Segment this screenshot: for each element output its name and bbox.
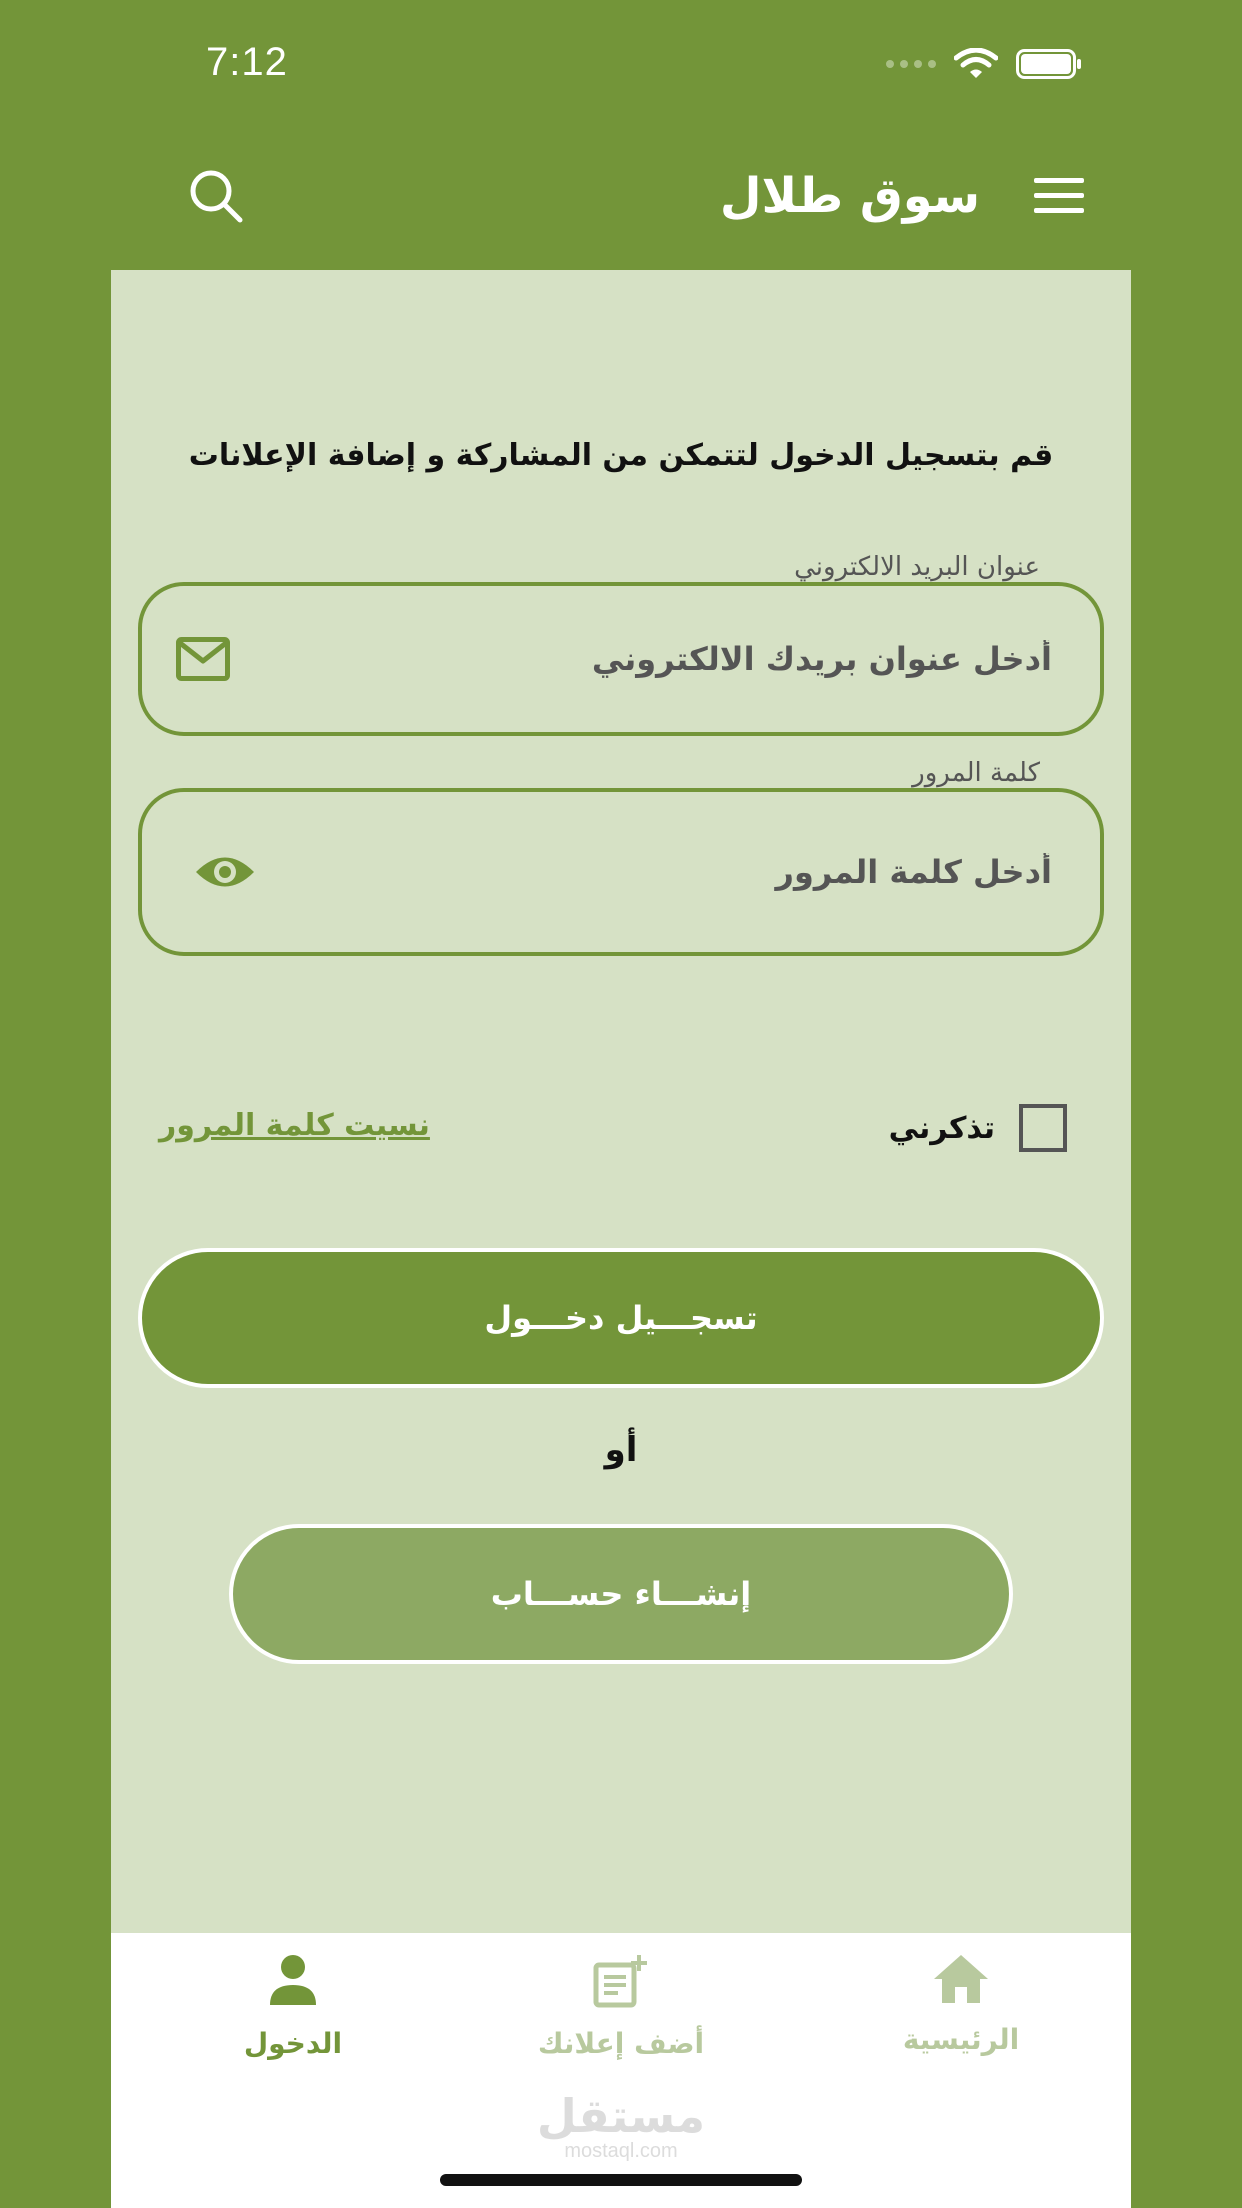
- status-indicators: [886, 48, 1082, 80]
- search-icon[interactable]: [188, 168, 244, 228]
- tab-login[interactable]: [163, 1953, 423, 2060]
- home-icon: [932, 1953, 990, 2005]
- mail-icon: [176, 637, 230, 681]
- tab-add-listing[interactable]: [491, 1953, 751, 2060]
- tab-add-label: أضف إعلانك: [537, 2027, 705, 2060]
- remember-label: تذكرني: [888, 1110, 995, 1146]
- battery-icon: [1016, 49, 1082, 79]
- watermark-url: mostaql.com: [564, 2140, 678, 2162]
- tab-home[interactable]: [831, 1953, 1091, 2056]
- signal-dots-icon: [886, 60, 936, 68]
- status-time: 7:12: [206, 40, 288, 84]
- forgot-password-link[interactable]: نسيت كلمة المرور: [159, 1108, 430, 1143]
- password-field: [138, 758, 1104, 956]
- bottom-tab-bar: [111, 1933, 1131, 2208]
- person-icon: [268, 1953, 318, 2007]
- watermark-logo: [491, 2089, 751, 2162]
- email-field: [138, 552, 1104, 736]
- wifi-icon: [954, 48, 998, 80]
- or-divider-label: أو: [604, 1430, 638, 1470]
- email-label: عنوان البريد الالكتروني: [780, 552, 1054, 582]
- menu-icon[interactable]: [1034, 176, 1084, 220]
- app-title: سوق طلال: [719, 168, 981, 224]
- remember-me[interactable]: [889, 1104, 1067, 1152]
- email-input[interactable]: [292, 586, 1052, 732]
- login-intro-text: قم بتسجيل الدخول لتتمكن من المشاركة و إضافة الإعلانات: [188, 438, 1054, 473]
- password-label: كلمة المرور: [898, 758, 1054, 788]
- watermark-text: مستقل: [536, 2089, 706, 2143]
- login-panel: [111, 270, 1131, 1933]
- remember-checkbox[interactable]: [1019, 1104, 1067, 1152]
- add-post-icon: [593, 1953, 649, 2009]
- password-input[interactable]: [292, 792, 1052, 952]
- tab-home-label: الرئيسية: [902, 2023, 1020, 2056]
- login-button[interactable]: تسجـــيل دخـــول: [138, 1248, 1104, 1388]
- create-account-button[interactable]: إنشـــاء حســـاب: [229, 1524, 1013, 1664]
- eye-icon[interactable]: [194, 851, 256, 893]
- home-indicator: [440, 2174, 802, 2186]
- tab-login-label: الدخول: [243, 2027, 343, 2060]
